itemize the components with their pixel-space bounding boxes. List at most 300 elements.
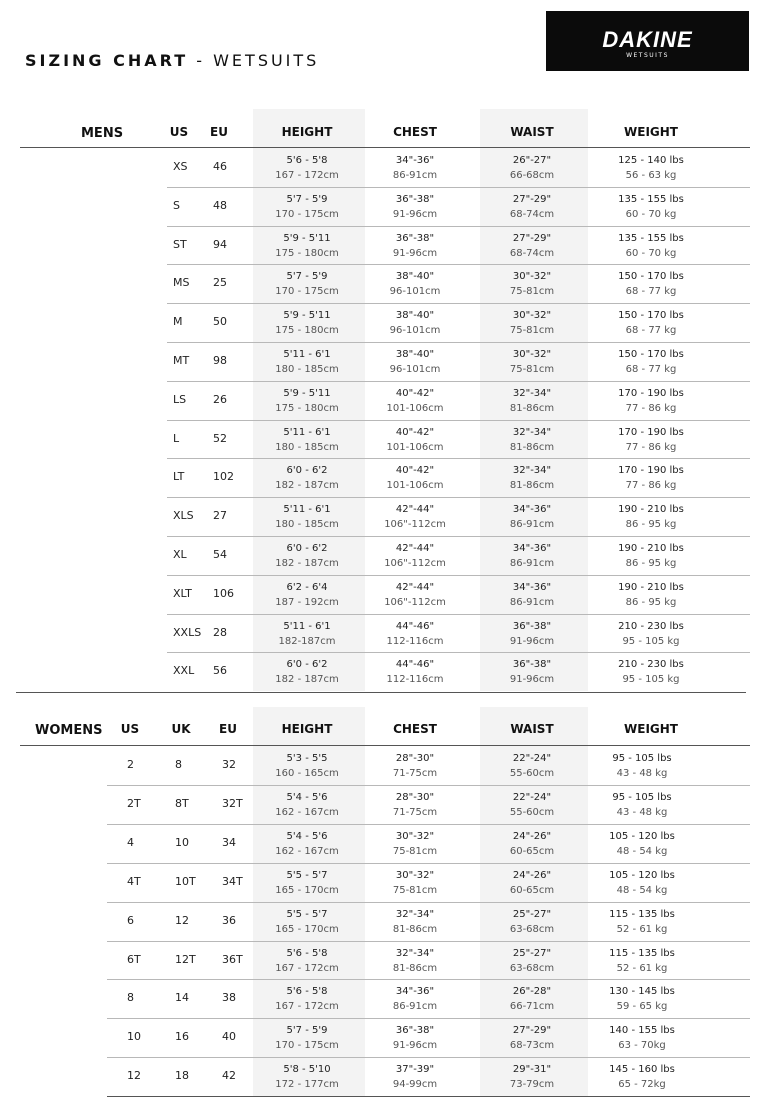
womens-height xyxy=(275,1062,338,1092)
mens-chest-imperial: 42"-44" xyxy=(395,543,435,554)
womens-weight-imperial: 95 - 105 lbs xyxy=(612,753,672,764)
womens-waist-metric: 73-79cm xyxy=(509,1079,555,1091)
mens-height xyxy=(275,192,338,222)
mens-row-divider xyxy=(167,264,750,265)
womens-waist xyxy=(510,790,554,820)
womens-weight xyxy=(609,868,675,898)
mens-chest-imperial: 40"-42" xyxy=(395,465,435,477)
mens-size-eu: 56 xyxy=(213,664,227,678)
womens-waist-metric: 60-65cm xyxy=(509,884,555,896)
mens-header-height: HEIGHT xyxy=(281,125,333,139)
mens-weight-imperial: 170 - 190 lbs xyxy=(618,426,684,438)
mens-waist-metric: 86-91cm xyxy=(509,596,555,608)
mens-weight-imperial: 150 - 170 lbs xyxy=(618,310,684,322)
mens-chest-metric: 106"-112cm xyxy=(384,596,446,608)
mens-height xyxy=(275,463,338,493)
womens-chest-imperial: 32"-34" xyxy=(395,908,435,920)
mens-weight-metric: 95 - 105 kg xyxy=(622,674,680,686)
mens-height xyxy=(275,580,338,610)
womens-size-eu: 32T xyxy=(222,796,243,810)
mens-height-imperial: 5'9 - 5'11 xyxy=(283,232,331,244)
mens-waist-imperial: 34"-36" xyxy=(512,581,552,593)
mens-chest-imperial: 40"-42" xyxy=(395,426,435,438)
womens-height-metric: 162 - 167cm xyxy=(275,806,339,818)
mens-waist xyxy=(510,347,554,377)
womens-size-us: 4T xyxy=(127,874,141,888)
womens-row-divider xyxy=(107,902,750,903)
mens-waist-imperial: 34"-36" xyxy=(512,543,552,554)
mens-height-metric: 170 - 175cm xyxy=(275,286,339,298)
womens-height-metric: 170 - 175cm xyxy=(275,1040,339,1052)
womens-waist-imperial: 24"-26" xyxy=(512,830,552,842)
mens-size-eu: 52 xyxy=(213,431,227,445)
mens-height-metric: 175 - 180cm xyxy=(275,325,339,337)
womens-waist-imperial: 22"-24" xyxy=(512,791,552,803)
womens-weight-imperial: 105 - 120 lbs xyxy=(609,830,675,842)
womens-row-divider xyxy=(107,824,750,825)
mens-size-us: XL xyxy=(173,548,187,561)
womens-size-us: 8 xyxy=(127,991,134,1005)
mens-waist xyxy=(510,192,554,222)
mens-chest-imperial: 44"-46" xyxy=(395,620,435,632)
mens-chest-metric: 96-101cm xyxy=(389,286,441,298)
mens-height-imperial: 5'11 - 6'1 xyxy=(283,426,331,438)
womens-waist xyxy=(510,1062,554,1092)
womens-chest-imperial: 28"-30" xyxy=(395,791,435,803)
mens-height-imperial: 5'7 - 5'9 xyxy=(286,271,328,283)
mens-row-divider xyxy=(167,536,750,537)
mens-waist xyxy=(510,502,554,532)
womens-height-metric: 165 - 170cm xyxy=(275,923,339,935)
mens-waist-metric: 91-96cm xyxy=(509,674,555,686)
mens-size-eu: 25 xyxy=(213,276,227,290)
mens-weight xyxy=(618,541,684,571)
mens-size-us: ST xyxy=(173,237,187,251)
mens-height-metric: 175 - 180cm xyxy=(275,247,339,259)
mens-chest-metric: 91-96cm xyxy=(392,247,438,259)
womens-waist-imperial: 29"-31" xyxy=(512,1064,552,1076)
womens-size-eu: 42 xyxy=(222,1069,236,1083)
womens-header-divider xyxy=(20,745,750,746)
mens-header-us: US xyxy=(169,125,189,139)
womens-chest xyxy=(393,946,437,976)
mens-size-us: XLT xyxy=(173,586,192,600)
womens-height xyxy=(275,790,338,820)
womens-height-imperial: 5'4 - 5'6 xyxy=(286,830,328,842)
mens-height-imperial: 5'11 - 6'1 xyxy=(283,349,331,360)
mens-height-imperial: 5'9 - 5'11 xyxy=(283,310,331,322)
womens-row-divider xyxy=(107,785,750,786)
womens-size-eu: 40 xyxy=(222,1030,236,1044)
womens-waist-imperial: 25"-27" xyxy=(512,908,552,920)
womens-height-metric: 160 - 165cm xyxy=(275,768,339,779)
womens-height-imperial: 5'5 - 5'7 xyxy=(286,869,328,881)
womens-waist-metric: 60-65cm xyxy=(509,845,555,857)
womens-chest-imperial: 32"-34" xyxy=(395,947,435,959)
womens-chest xyxy=(393,984,437,1014)
mens-height-imperial: 5'11 - 6'1 xyxy=(283,620,331,632)
mens-chest xyxy=(393,153,437,183)
mens-waist-imperial: 27"-29" xyxy=(512,193,552,205)
mens-chest-metric: 86-91cm xyxy=(392,170,438,181)
mens-chest xyxy=(386,657,443,687)
mens-waist xyxy=(510,153,554,183)
mens-size-us: XLS xyxy=(173,509,194,523)
womens-waist-imperial: 25"-27" xyxy=(512,947,552,959)
womens-height-imperial: 5'6 - 5'8 xyxy=(286,947,328,959)
womens-waist-imperial: 26"-28" xyxy=(512,986,552,998)
womens-height-imperial: 5'6 - 5'8 xyxy=(286,986,328,998)
mens-chest xyxy=(384,580,446,610)
mens-waist xyxy=(510,308,554,338)
mens-weight-imperial: 190 - 210 lbs xyxy=(618,581,684,593)
womens-size-uk: 14 xyxy=(175,991,189,1005)
mens-waist-metric: 91-96cm xyxy=(509,635,555,647)
mens-height-imperial: 6'0 - 6'2 xyxy=(286,465,328,477)
womens-waist xyxy=(510,1023,554,1053)
mens-waist-metric: 75-81cm xyxy=(509,364,555,375)
womens-chest-imperial: 30"-32" xyxy=(395,830,435,842)
mens-chest-metric: 106"-112cm xyxy=(384,558,446,569)
mens-waist-metric: 75-81cm xyxy=(509,325,555,337)
mens-row-divider xyxy=(167,381,750,382)
womens-size-eu: 34T xyxy=(222,874,243,888)
mens-weight-imperial: 210 - 230 lbs xyxy=(618,659,684,671)
womens-height-imperial: 5'4 - 5'6 xyxy=(286,791,328,803)
mens-size-eu: 26 xyxy=(213,392,227,406)
womens-weight xyxy=(609,1062,675,1092)
mens-height-imperial: 6'0 - 6'2 xyxy=(286,543,328,554)
mens-header-waist: WAIST xyxy=(510,125,554,139)
mens-waist-imperial: 32"-34" xyxy=(512,465,552,477)
mens-height-imperial: 6'0 - 6'2 xyxy=(286,659,328,671)
womens-size-us: 2T xyxy=(127,796,141,810)
mens-header-divider xyxy=(20,147,750,148)
mens-height-metric: 180 - 185cm xyxy=(275,364,339,375)
mens-chest xyxy=(386,425,443,455)
mens-waist xyxy=(510,463,554,493)
mens-height-metric: 182 - 187cm xyxy=(275,480,339,492)
womens-height-metric: 167 - 172cm xyxy=(275,962,339,974)
womens-chest xyxy=(393,790,437,820)
womens-chest-metric: 71-75cm xyxy=(392,768,438,779)
womens-size-eu: 34 xyxy=(222,835,236,849)
mens-waist-imperial: 27"-29" xyxy=(512,232,552,244)
womens-size-us: 4 xyxy=(127,835,134,849)
mens-waist-imperial: 34"-36" xyxy=(512,504,552,516)
womens-size-uk: 10 xyxy=(175,835,189,849)
mens-size-us: L xyxy=(173,431,180,445)
womens-size-uk: 8T xyxy=(175,796,189,810)
womens-height xyxy=(275,751,338,781)
womens-weight-metric: 43 - 48 kg xyxy=(616,806,668,818)
womens-height xyxy=(275,984,338,1014)
mens-row-divider xyxy=(167,497,750,498)
womens-row-divider xyxy=(107,941,750,942)
mens-chest-imperial: 36"-38" xyxy=(395,232,435,244)
page-title-rest: - WETSUITS xyxy=(196,51,320,70)
mens-waist xyxy=(510,541,554,571)
womens-size-uk: 10T xyxy=(175,874,196,888)
mens-chest xyxy=(384,541,446,571)
mens-weight-metric: 56 - 63 kg xyxy=(625,170,677,181)
mens-weight-metric: 68 - 77 kg xyxy=(625,286,677,298)
mens-waist-imperial: 30"-32" xyxy=(512,349,552,360)
mens-height-metric: 170 - 175cm xyxy=(275,208,339,220)
womens-row-divider xyxy=(107,979,750,980)
mens-waist-metric: 66-68cm xyxy=(509,170,555,181)
mens-chest xyxy=(386,619,443,649)
mens-waist xyxy=(510,580,554,610)
womens-chest-metric: 75-81cm xyxy=(392,884,438,896)
womens-waist xyxy=(510,946,554,976)
mens-row-divider xyxy=(167,303,750,304)
mens-waist-imperial: 32"-34" xyxy=(512,387,552,399)
womens-section-label: WOMENS xyxy=(35,723,103,738)
mens-waist-metric: 86-91cm xyxy=(509,519,555,531)
mens-waist-metric: 81-86cm xyxy=(509,480,555,492)
womens-size-us: 2 xyxy=(127,758,134,771)
womens-weight-metric: 65 - 72kg xyxy=(618,1079,666,1091)
mens-waist xyxy=(510,269,554,299)
womens-weight-imperial: 115 - 135 lbs xyxy=(609,908,675,920)
mens-chest-metric: 112-116cm xyxy=(386,674,444,686)
mens-chest-metric: 101-106cm xyxy=(386,480,444,492)
mens-size-us: S xyxy=(173,198,180,212)
mens-weight-imperial: 125 - 140 lbs xyxy=(618,155,684,166)
womens-weight-metric: 63 - 70kg xyxy=(618,1040,666,1052)
mens-weight xyxy=(618,153,684,183)
mens-size-us: MT xyxy=(173,354,190,367)
womens-size-uk: 18 xyxy=(175,1069,189,1083)
womens-chest-metric: 86-91cm xyxy=(392,1001,438,1013)
mens-weight-imperial: 135 - 155 lbs xyxy=(618,193,684,205)
mens-chest-metric: 101-106cm xyxy=(386,402,444,414)
mens-size-eu: 50 xyxy=(213,315,227,329)
mens-weight-metric: 77 - 86 kg xyxy=(625,441,677,453)
womens-chest xyxy=(393,1062,437,1092)
mens-chest-imperial: 38"-40" xyxy=(395,271,435,283)
mens-header-eu: EU xyxy=(210,125,228,139)
mens-chest-metric: 106"-112cm xyxy=(384,519,446,531)
mens-waist-imperial: 32"-34" xyxy=(512,426,552,438)
page-title xyxy=(25,51,319,70)
womens-weight-imperial: 130 - 145 lbs xyxy=(609,986,675,998)
womens-size-us: 6T xyxy=(127,952,141,966)
mens-header-chest: CHEST xyxy=(393,125,437,139)
womens-size-eu: 32 xyxy=(222,758,236,771)
mens-chest xyxy=(393,192,437,222)
mens-waist-imperial: 36"-38" xyxy=(512,620,552,632)
womens-height xyxy=(275,868,338,898)
mens-row-divider xyxy=(167,652,750,653)
womens-waist-metric: 68-73cm xyxy=(509,1040,555,1052)
mens-height-metric: 182-187cm xyxy=(278,635,336,647)
womens-waist xyxy=(510,751,554,781)
mens-size-us: XS xyxy=(173,160,188,173)
womens-waist-metric: 55-60cm xyxy=(509,768,555,779)
mens-weight-imperial: 190 - 210 lbs xyxy=(618,543,684,554)
mens-waist xyxy=(510,386,554,416)
logo-brand: DAKINE xyxy=(602,27,693,52)
mens-chest xyxy=(390,308,441,338)
mens-weight xyxy=(618,657,684,687)
mens-chest-imperial: 34"-36" xyxy=(395,155,435,166)
page-title-main: SIZING CHART xyxy=(25,51,189,70)
womens-chest-metric: 81-86cm xyxy=(392,962,438,974)
womens-chest xyxy=(393,829,437,859)
mens-size-eu: 102 xyxy=(213,470,234,484)
womens-chest-imperial: 34"-36" xyxy=(395,986,435,998)
mens-height-metric: 182 - 187cm xyxy=(275,558,339,569)
womens-height-metric: 167 - 172cm xyxy=(275,1001,339,1013)
mens-height-imperial: 5'6 - 5'8 xyxy=(286,155,328,166)
mens-row-divider xyxy=(167,226,750,227)
mens-weight xyxy=(618,269,684,299)
mens-weight xyxy=(618,347,684,377)
womens-weight xyxy=(612,790,671,820)
mens-chest-metric: 91-96cm xyxy=(392,208,438,220)
womens-weight xyxy=(609,829,675,859)
womens-size-uk: 12 xyxy=(175,913,189,927)
mens-weight-metric: 86 - 95 kg xyxy=(625,558,677,569)
mens-waist-metric: 81-86cm xyxy=(509,441,555,453)
womens-chest xyxy=(393,868,437,898)
womens-chest-metric: 75-81cm xyxy=(392,845,438,857)
mens-weight-imperial: 135 - 155 lbs xyxy=(618,232,684,244)
logo-subtitle: WETSUITS xyxy=(626,52,669,59)
mens-weight-imperial: 150 - 170 lbs xyxy=(618,271,684,283)
womens-waist xyxy=(510,829,554,859)
womens-weight-metric: 48 - 54 kg xyxy=(616,884,668,896)
mens-height-metric: 187 - 192cm xyxy=(275,596,339,608)
womens-weight-imperial: 140 - 155 lbs xyxy=(609,1025,675,1037)
mens-chest-imperial: 38"-40" xyxy=(395,349,435,360)
mens-chest-metric: 112-116cm xyxy=(386,635,444,647)
mens-waist xyxy=(510,425,554,455)
womens-weight xyxy=(612,751,671,781)
womens-chest xyxy=(393,751,437,781)
womens-waist-metric: 63-68cm xyxy=(509,962,555,974)
mens-height xyxy=(275,347,338,377)
womens-weight-imperial: 95 - 105 lbs xyxy=(612,791,672,803)
mens-waist xyxy=(510,231,554,261)
mens-chest xyxy=(390,269,441,299)
womens-weight-metric: 48 - 54 kg xyxy=(616,845,668,857)
mens-size-eu: 28 xyxy=(213,625,227,639)
womens-weight xyxy=(609,1023,675,1053)
womens-weight-metric: 52 - 61 kg xyxy=(616,962,668,974)
womens-size-us: 6 xyxy=(127,913,134,927)
mens-chest-metric: 101-106cm xyxy=(386,441,444,453)
mens-size-us: LT xyxy=(173,470,185,484)
mens-size-us: XXL xyxy=(173,664,195,678)
mens-height-metric: 180 - 185cm xyxy=(275,441,339,453)
mens-height xyxy=(275,269,338,299)
mens-chest xyxy=(390,347,441,377)
mens-waist-metric: 75-81cm xyxy=(509,286,555,298)
mens-height-metric: 167 - 172cm xyxy=(275,170,339,181)
mens-waist-imperial: 26"-27" xyxy=(512,155,552,166)
mens-weight xyxy=(618,386,684,416)
mens-weight xyxy=(618,580,684,610)
mens-height xyxy=(275,541,338,571)
mens-weight xyxy=(618,425,684,455)
womens-header-waist: WAIST xyxy=(510,722,554,736)
mens-height xyxy=(275,308,338,338)
mens-height xyxy=(275,386,338,416)
mens-size-us: MS xyxy=(173,276,190,290)
mens-chest xyxy=(384,502,446,532)
mens-height-imperial: 6'2 - 6'4 xyxy=(286,581,328,593)
womens-waist-imperial: 27"-29" xyxy=(512,1025,552,1037)
mens-weight-imperial: 170 - 190 lbs xyxy=(618,465,684,477)
mens-height-metric: 180 - 185cm xyxy=(275,519,339,531)
mens-height-metric: 182 - 187cm xyxy=(275,674,339,686)
womens-header-eu: EU xyxy=(219,722,237,736)
mens-section-label: MENS xyxy=(81,126,124,141)
mens-table-bottom-rule xyxy=(16,692,746,693)
womens-row-divider xyxy=(107,1018,750,1019)
womens-size-uk: 8 xyxy=(175,758,182,771)
mens-size-eu: 54 xyxy=(213,548,227,561)
womens-height-metric: 162 - 167cm xyxy=(275,845,339,857)
mens-chest xyxy=(393,231,437,261)
mens-weight xyxy=(618,619,684,649)
mens-chest-imperial: 42"-44" xyxy=(395,581,435,593)
mens-weight xyxy=(618,308,684,338)
mens-row-divider xyxy=(167,187,750,188)
womens-weight xyxy=(609,984,675,1014)
womens-header-height: HEIGHT xyxy=(281,722,333,736)
womens-height-metric: 165 - 170cm xyxy=(275,884,339,896)
mens-weight-metric: 60 - 70 kg xyxy=(625,208,677,220)
mens-weight xyxy=(618,502,684,532)
womens-waist-metric: 55-60cm xyxy=(509,806,555,818)
womens-weight xyxy=(609,907,675,937)
womens-size-eu: 36T xyxy=(222,952,243,966)
dakine-logo xyxy=(546,11,749,71)
womens-height xyxy=(275,1023,338,1053)
mens-size-eu: 46 xyxy=(213,160,227,173)
womens-size-eu: 36 xyxy=(222,913,236,927)
womens-row-divider xyxy=(107,863,750,864)
womens-weight-imperial: 115 - 135 lbs xyxy=(609,947,675,959)
mens-weight-metric: 95 - 105 kg xyxy=(622,635,680,647)
womens-weight-imperial: 145 - 160 lbs xyxy=(609,1064,675,1076)
mens-waist-metric: 86-91cm xyxy=(509,558,555,569)
womens-size-uk: 16 xyxy=(175,1030,189,1044)
mens-height xyxy=(275,425,338,455)
mens-row-divider xyxy=(167,614,750,615)
mens-waist-imperial: 36"-38" xyxy=(512,659,552,671)
womens-waist xyxy=(510,868,554,898)
womens-header-uk: UK xyxy=(171,722,191,736)
womens-height-imperial: 5'8 - 5'10 xyxy=(283,1064,331,1076)
mens-weight-metric: 60 - 70 kg xyxy=(625,247,677,259)
mens-height-metric: 175 - 180cm xyxy=(275,402,339,414)
womens-weight xyxy=(609,946,675,976)
womens-waist xyxy=(510,907,554,937)
womens-size-us: 10 xyxy=(127,1030,141,1044)
mens-weight xyxy=(618,231,684,261)
womens-chest xyxy=(393,907,437,937)
mens-weight-metric: 77 - 86 kg xyxy=(625,480,677,492)
mens-weight xyxy=(618,463,684,493)
womens-header-weight: WEIGHT xyxy=(624,722,678,736)
mens-header-weight: WEIGHT xyxy=(624,125,678,139)
womens-chest-metric: 94-99cm xyxy=(392,1079,438,1091)
